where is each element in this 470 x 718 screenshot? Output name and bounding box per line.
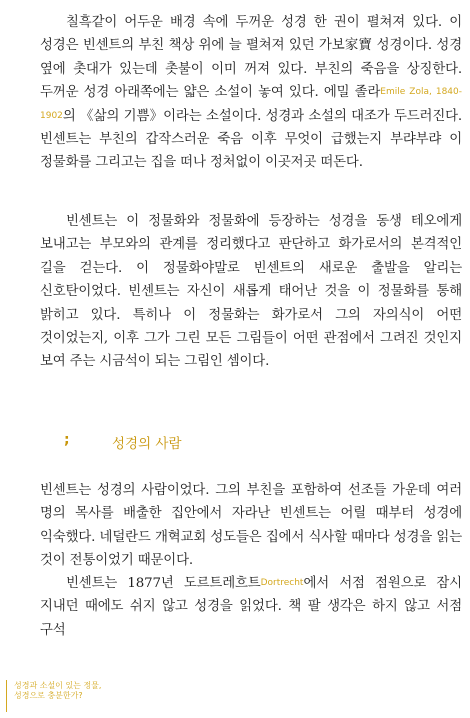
section-heading: 성경의 사람 xyxy=(112,436,182,452)
paragraph-text: 에서 서점 점원으로 잠시 지내던 때에도 쉬지 않고 성경을 읽었다. 책 팔 생각은 하지 않고 서점 구석 xyxy=(40,576,462,638)
paragraph-text: 빈센트는 이 정물화와 정물화에 등장하는 성경을 동생 테오에게 보내고는 부모와의 관계를 정리했다고 판단하고 화가로서의 본격적인 길을 걷는다. 이 정물화야말로 빈센트의 새로운 출발을 알리는 신호탄이었다. 빈센트는 자신이 새롭게 태어난 것을 이 정물화를 통해 밝히고 있다. 특히나 이 정물화는 화가로서 그의 자의식이 어떤 것이었는지, 이후 그가 그린 모든 그림들이 어떤 관점에서 그려진 것인지 보여 주는 시금석이 되는 그림인 셈이다. xyxy=(40,214,462,370)
section-marker: ; xyxy=(64,432,70,448)
inline-note-dortrecht: Dortrecht xyxy=(260,578,304,588)
footer-line: 성경과 소설이 있는 정물, xyxy=(14,681,102,690)
footer-rule xyxy=(6,680,7,712)
paragraph-new-beginning xyxy=(40,210,462,374)
paragraph-text: 칠흑같이 어두운 배경 속에 두꺼운 성경 한 권이 펼쳐져 있다. 이 성경은 빈센트의 부친 책상 위에 늘 펼쳐져 있던 가보家寶 성경이다. 성경 옆에 촛대가 있는데 촛불이 이미 꺼져 있다. 부친의 죽음을 상징한다. 두꺼운 성경 아래쪽에는 얇은 소설이 놓여 있다. 에밀 졸라 xyxy=(40,15,462,101)
paragraph-text: 빈센트는 1877년 도르트레흐트 xyxy=(66,576,261,591)
paragraph-man-of-bible xyxy=(40,479,462,573)
paragraph-text: 의 《삶의 기쁨》이라는 소설이다. 성경과 소설의 대조가 두드러진다. 빈센트는 부친의 갑작스러운 죽음 이후 무엇이 급했는지 부랴부랴 이 정물화를 그리고는 집을 떠나 정처없이 이곳저곳 떠돈다. xyxy=(40,108,462,171)
paragraph-still-life-description xyxy=(40,11,462,175)
paragraph-text: 빈센트는 성경의 사람이었다. 그의 부친을 포함하여 선조들 가운데 여러 명의 목사를 배출한 집안에서 자라난 빈센트는 어릴 때부터 성경에 익숙했다. 네덜란드 개혁교회 성도들은 집에서 식사할 때마다 성경을 읽는 것이 전통이었기 때문이다. xyxy=(40,483,462,569)
paragraph-dordrecht xyxy=(40,572,462,642)
running-footer xyxy=(14,681,101,701)
footer-line: 성경으로 충분한가? xyxy=(14,691,83,700)
inline-note-zola: Emile Zola, 1840-1902 xyxy=(40,87,462,121)
